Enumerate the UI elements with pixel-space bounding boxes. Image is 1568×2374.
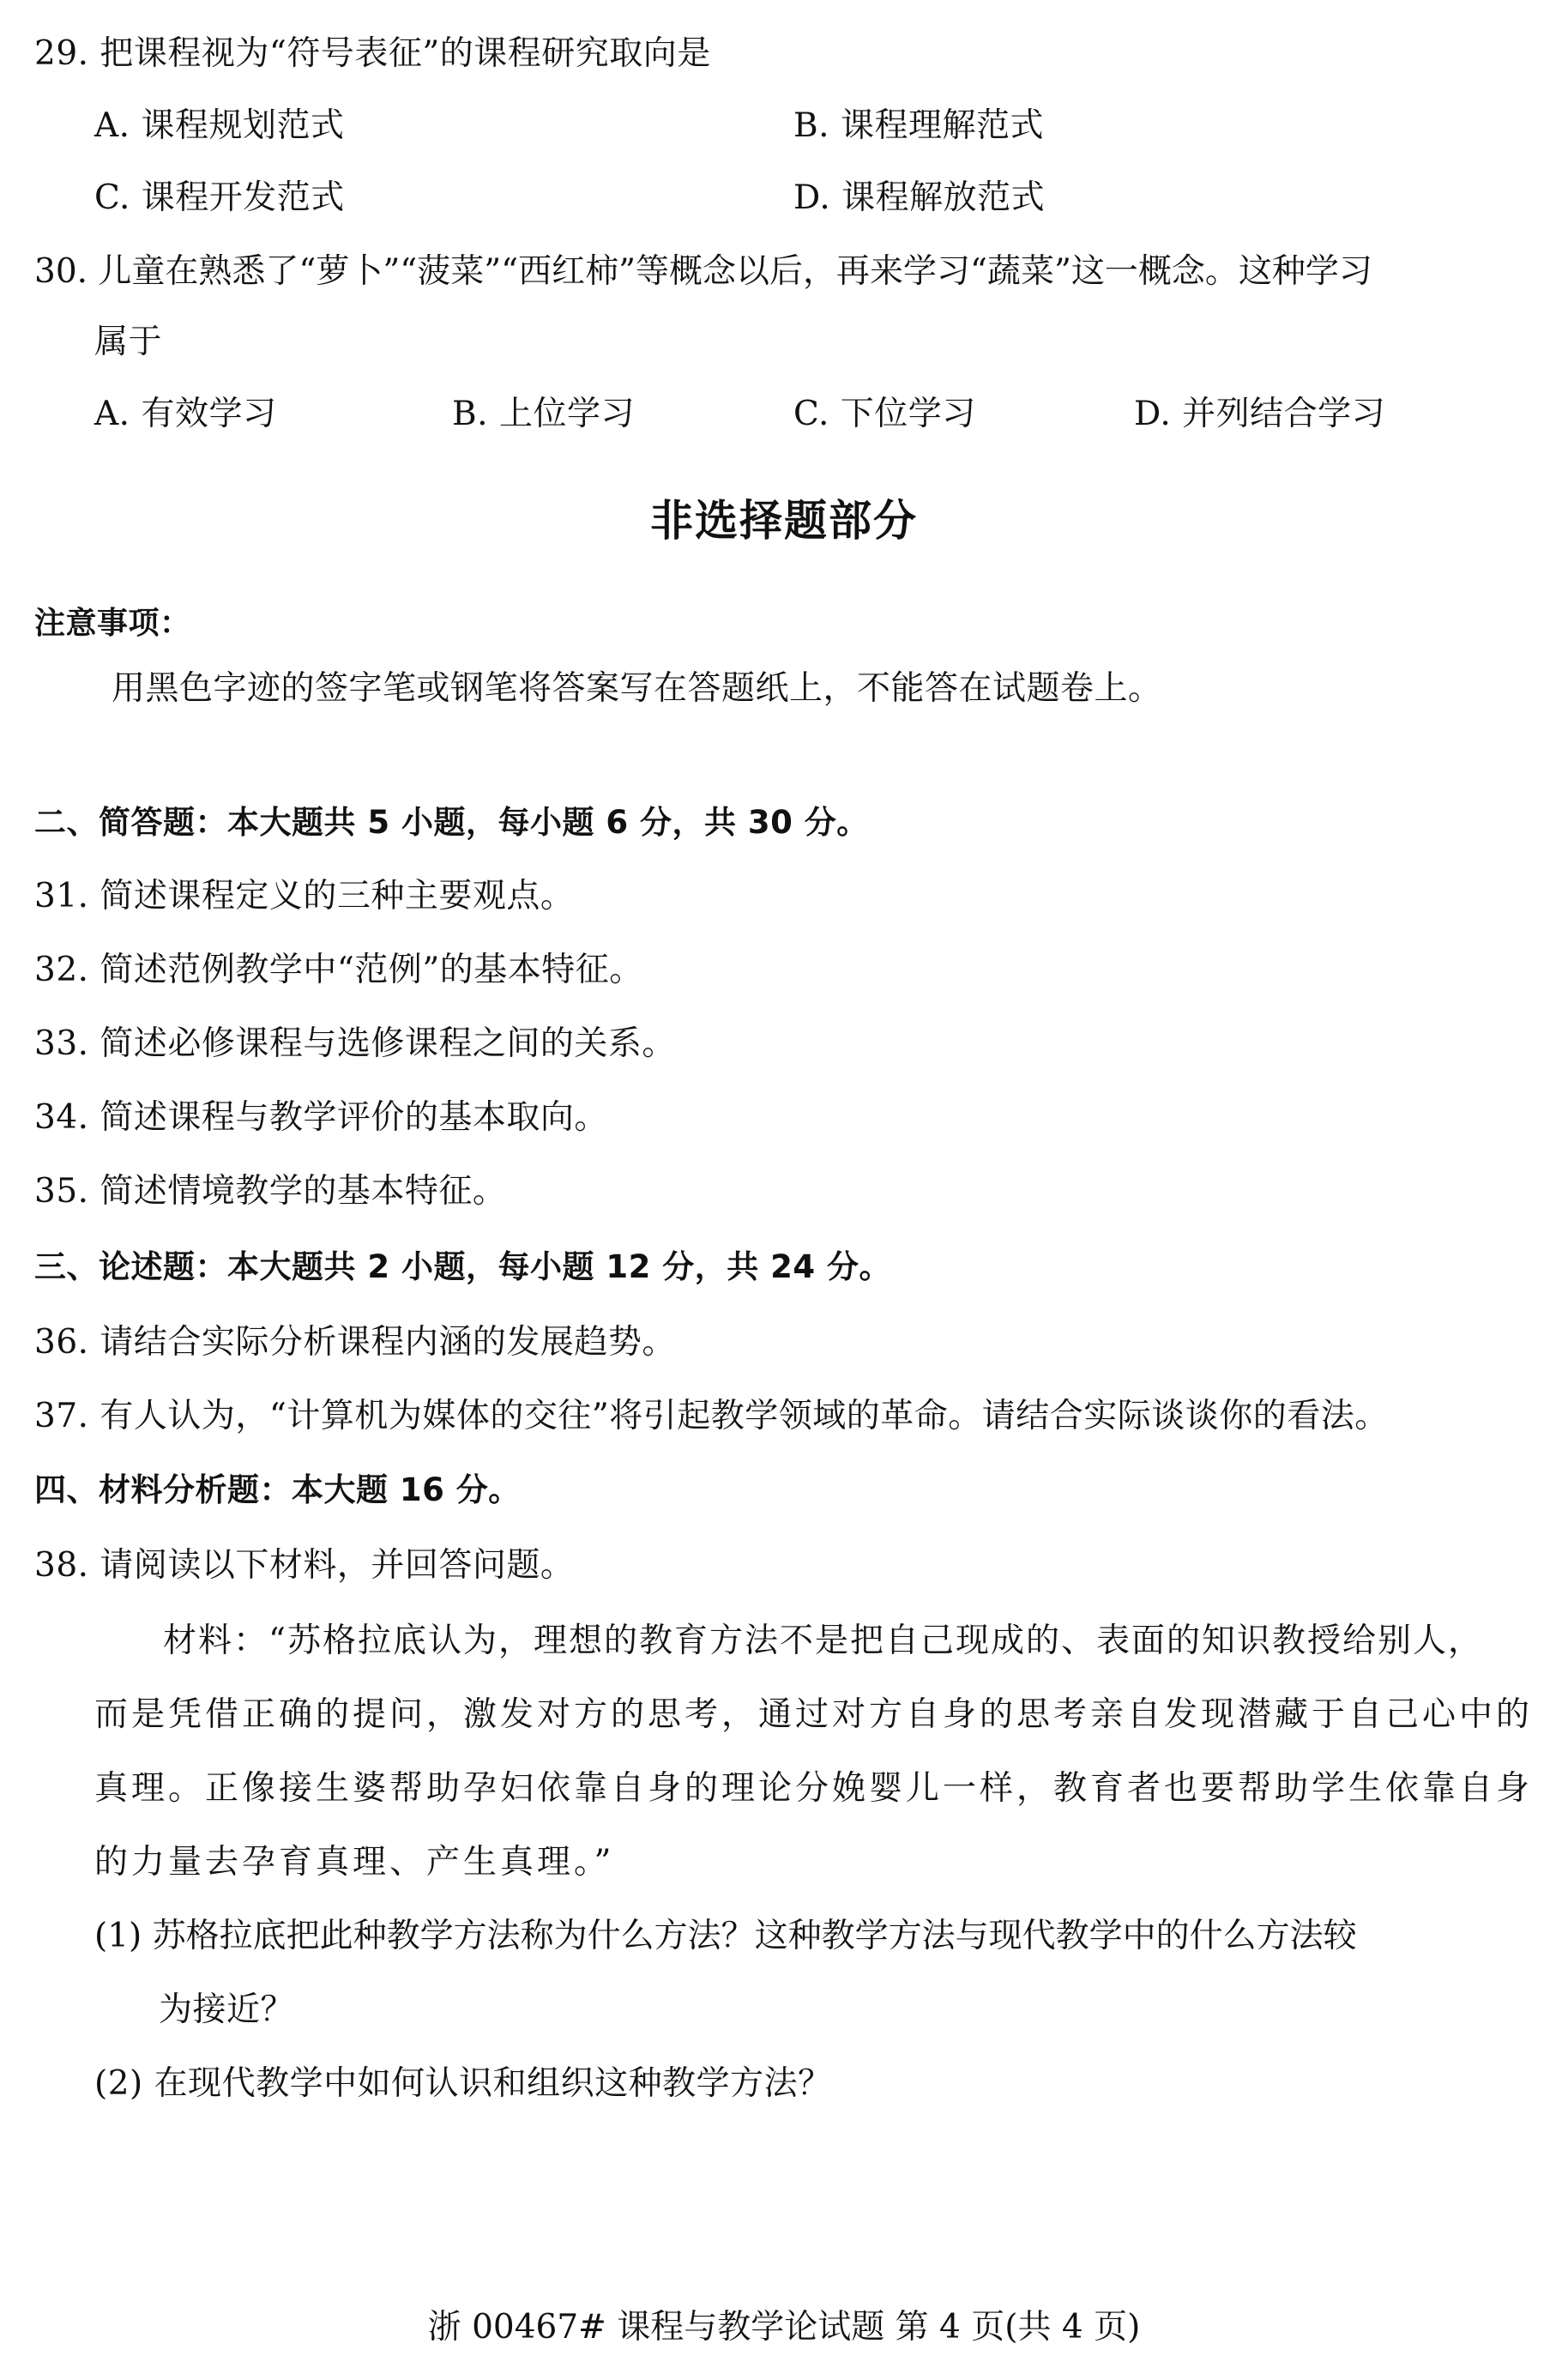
sub-question-2: (2) 在现代教学中如何认识和组织这种教学方法？: [94, 2064, 832, 2103]
q29-option-c: C. 课程开发范式: [94, 178, 345, 217]
question-36: 36. 请结合实际分析课程内涵的发展趋势。: [34, 1323, 676, 1362]
material-line-1: 材料：“苏格拉底认为，理想的教育方法不是把自己现成的、表面的知识教授给别人，: [163, 1622, 1483, 1660]
notice-text: 用黑色字迹的签字笔或钢笔将答案写在答题纸上，不能答在试题卷上。: [112, 669, 1162, 708]
question-33: 33. 简述必修课程与选修课程之间的关系。: [34, 1024, 676, 1063]
section-title: 非选择题部分: [650, 496, 918, 546]
q29-option-a: A. 课程规划范式: [94, 106, 345, 145]
material-line-2: 而是凭借正确的提问，激发对方的思考，通过对方自身的思考亲自发现潜藏于自己心中的: [94, 1695, 1534, 1734]
question-31: 31. 简述课程定义的三种主要观点。: [34, 877, 575, 915]
q30-option-b: B. 上位学习: [452, 395, 635, 433]
q30-stem-line2: 属于: [94, 323, 163, 361]
q30-option-d: D. 并列结合学习: [1134, 395, 1386, 433]
sub-question-1-line2: 为接近？: [159, 1990, 295, 2029]
q29-option-d: D. 课程解放范式: [793, 178, 1046, 217]
sub-question-1-line1: (1) 苏格拉底把此种教学方法称为什么方法？这种教学方法与现代教学中的什么方法较: [94, 1917, 1357, 1955]
q29-stem: 29. 把课程视为“符号表征”的课程研究取向是: [34, 34, 711, 73]
question-32: 32. 简述范例教学中“范例”的基本特征。: [34, 951, 643, 989]
notice-heading: 注意事项：: [34, 606, 191, 641]
part4-heading: 四、材料分析题：本大题 16 分。: [34, 1471, 521, 1508]
q29-option-b: B. 课程理解范式: [793, 106, 1044, 145]
page-footer: 浙 00467# 课程与教学论试题 第 4 页(共 4 页): [427, 2308, 1141, 2347]
q30-stem-line1: 30. 儿童在熟悉了“萝卜”“菠菜”“西红柿”等概念以后，再来学习“蔬菜”这一概念。这种学习: [34, 252, 1372, 291]
question-37: 37. 有人认为，“计算机为媒体的交往”将引起教学领域的革命。请结合实际谈谈你的看法。: [34, 1397, 1389, 1435]
part3-heading: 三、论述题：本大题共 2 小题，每小题 12 分，共 24 分。: [34, 1248, 892, 1285]
question-35: 35. 简述情境教学的基本特征。: [34, 1172, 507, 1211]
q30-option-c: C. 下位学习: [793, 395, 976, 433]
material-line-3: 真理。正像接生婆帮助孕妇依靠自身的理论分娩婴儿一样，教育者也要帮助学生依靠自身: [94, 1769, 1534, 1808]
question-38: 38. 请阅读以下材料，并回答问题。: [34, 1546, 575, 1585]
part2-heading: 二、简答题：本大题共 5 小题，每小题 6 分，共 30 分。: [34, 804, 869, 841]
material-line-4: 的力量去孕育真理、产生真理。”: [94, 1843, 615, 1882]
question-34: 34. 简述课程与教学评价的基本取向。: [34, 1098, 608, 1137]
q30-option-a: A. 有效学习: [94, 395, 277, 433]
